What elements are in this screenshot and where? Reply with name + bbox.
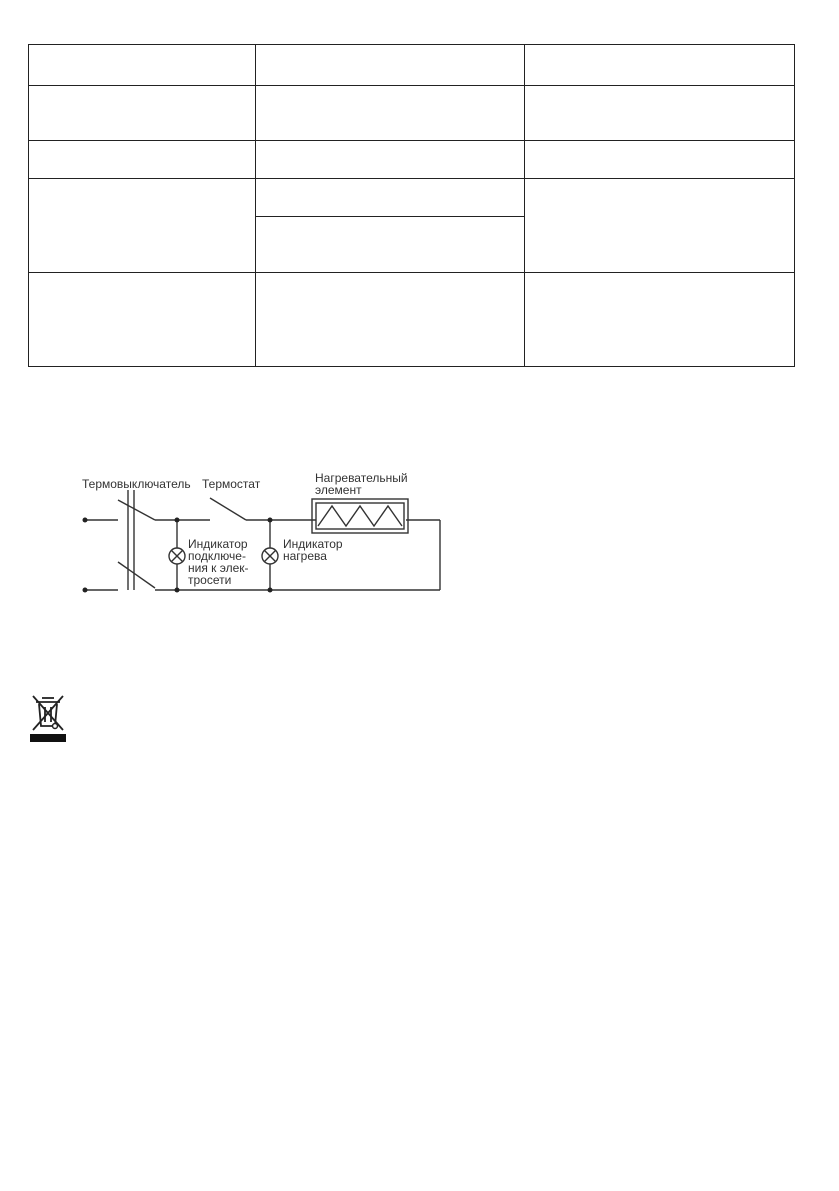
- table-cell: [525, 179, 795, 273]
- circuit-wiring: [85, 490, 440, 590]
- table-cell: [29, 45, 256, 86]
- table-cell: [525, 273, 795, 367]
- heat-indicator-label-line1: Индикатор: [283, 537, 343, 551]
- table-cell: [256, 141, 525, 179]
- table-cell: [29, 141, 256, 179]
- table-cell: [29, 86, 256, 141]
- power-indicator-label-line3: ния к элек-: [188, 561, 249, 575]
- crossed-out-wheelie-bin-icon: [28, 692, 68, 744]
- power-indicator-label-line4: тросети: [188, 573, 232, 587]
- thermal-switch-label: Термовыключатель: [82, 477, 191, 491]
- table-cell: [256, 179, 525, 217]
- heat-indicator-lamp-icon: [262, 548, 278, 564]
- thermostat-label: Термостат: [202, 477, 261, 491]
- heat-indicator-label-line2: нагрева: [283, 549, 327, 563]
- power-indicator-label-line1: Индикатор: [188, 537, 248, 551]
- table-cell: [256, 45, 525, 86]
- table-row: [29, 86, 795, 141]
- table-cell: [29, 179, 256, 273]
- table-cell: [525, 141, 795, 179]
- heater-label-line1: Нагревательный: [315, 471, 408, 485]
- table-cell: [256, 217, 525, 273]
- circuit-diagram: [0, 440, 480, 610]
- table-cell: [256, 273, 525, 367]
- table-row: [29, 179, 795, 217]
- table-row: [29, 141, 795, 179]
- heating-element: [312, 499, 408, 533]
- power-indicator-lamp-icon: [169, 548, 185, 564]
- table-row: [29, 273, 795, 367]
- heater-label-line2: элемент: [315, 483, 362, 497]
- table-cell: [256, 86, 525, 141]
- spec-table: [28, 44, 795, 367]
- table-row: [29, 45, 795, 86]
- table-cell: [525, 45, 795, 86]
- table-cell: [29, 273, 256, 367]
- table-cell: [525, 86, 795, 141]
- power-indicator-label-line2: подключе-: [188, 549, 246, 563]
